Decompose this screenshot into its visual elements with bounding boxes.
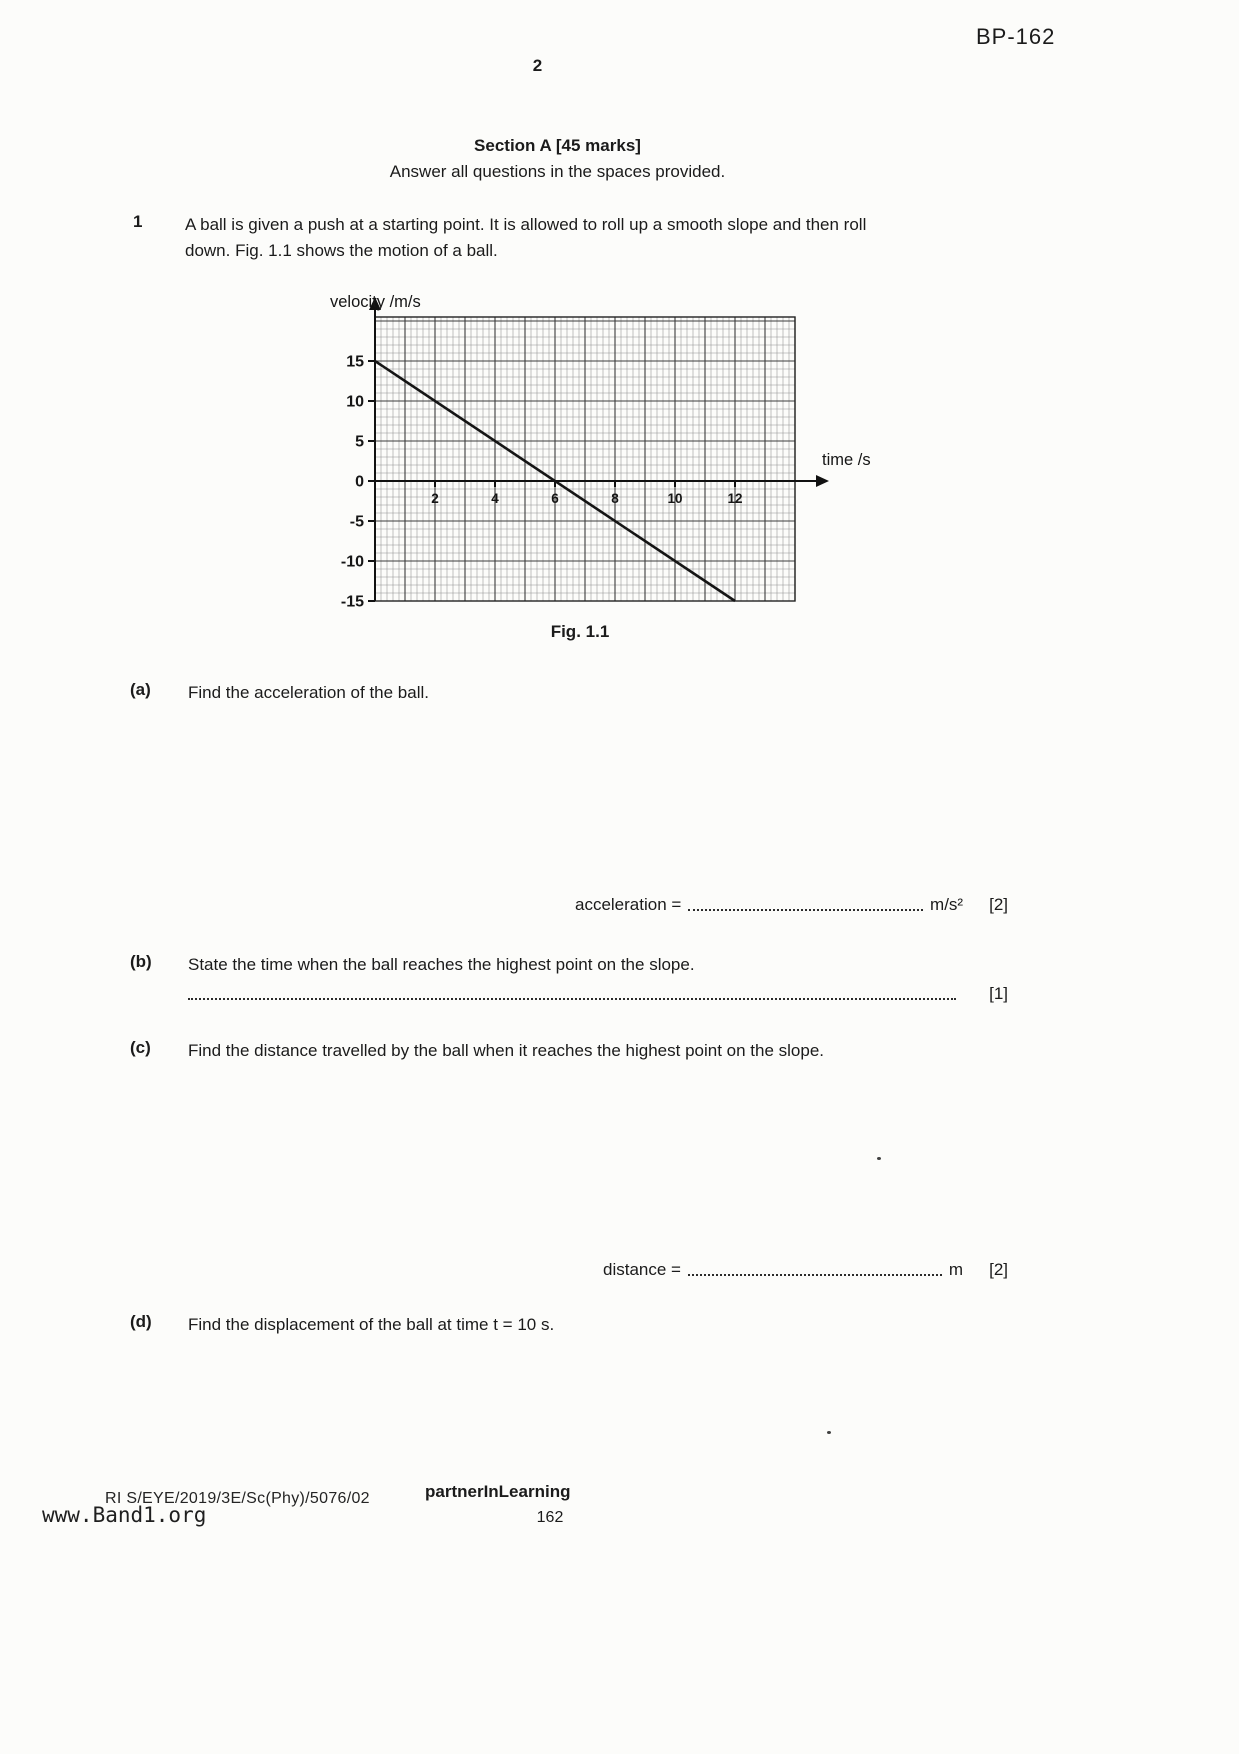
scan-artifact-dot [877, 1157, 881, 1160]
page-number: 2 [532, 56, 543, 75]
section-title: Section A [45 marks] [474, 136, 641, 155]
svg-text:4: 4 [491, 491, 499, 506]
part-c-answer-prefix: distance = [603, 1260, 681, 1279]
svg-text:-10: -10 [340, 553, 364, 571]
svg-text:6: 6 [551, 491, 559, 506]
footer-website: www.Band1.org [42, 1503, 207, 1527]
svg-text:10: 10 [346, 393, 364, 411]
part-a-answer-blank [688, 909, 923, 911]
svg-text:12: 12 [727, 491, 743, 506]
svg-text:5: 5 [355, 433, 364, 451]
question-intro-line-2: down. Fig. 1.1 shows the motion of a ball. [185, 241, 498, 261]
part-c-answer-line [603, 1260, 1008, 1280]
part-c-label: (c) [130, 1038, 151, 1057]
part-d-text: Find the displacement of the ball at time t = 10 s. [188, 1315, 555, 1334]
part-b-label: (b) [130, 952, 152, 971]
part-b-marks: [1] [989, 984, 1008, 1003]
part-a-marks: [2] [989, 895, 1008, 914]
part-d-label: (d) [130, 1312, 152, 1331]
part-c-text: Find the distance travelled by the ball when it reaches the highest point on the slope. [188, 1041, 825, 1060]
svg-text:0: 0 [355, 473, 364, 491]
part-b-text: State the time when the ball reaches the highest point on the slope. [188, 955, 695, 974]
svg-text:-5: -5 [349, 513, 364, 531]
part-c-marks: [2] [989, 1260, 1008, 1279]
footer-partner-text: partnerInLearning [425, 1482, 571, 1501]
part-a-answer-unit: m/s² [930, 895, 964, 914]
velocity-time-graph [330, 293, 890, 628]
svg-text:8: 8 [611, 491, 619, 506]
part-a-answer-line [575, 895, 1008, 915]
footer-page-number: 162 [536, 1509, 564, 1526]
part-b-answer-line [188, 984, 1008, 1004]
svg-text:-15: -15 [340, 593, 364, 611]
figure-caption: Fig. 1.1 [550, 622, 610, 641]
question-intro-line-1: A ball is given a push at a starting point. It is allowed to roll up a smooth slope and then roll [185, 215, 867, 234]
part-c-answer-blank [688, 1274, 942, 1276]
velocity-time-graph-svg [330, 293, 890, 628]
part-c-answer-unit: m [948, 1260, 964, 1279]
svg-text:15: 15 [346, 353, 364, 371]
part-a-text: Find the acceleration of the ball. [188, 683, 429, 702]
svg-text:10: 10 [667, 491, 683, 506]
svg-text:velocity /m/s: velocity /m/s [330, 293, 421, 311]
doc-code: BP-162 [976, 24, 1056, 49]
footer-reference: RI S/EYE/2019/3E/Sc(Phy)/5076/02 [105, 1490, 370, 1507]
svg-text:2: 2 [431, 491, 439, 506]
part-b-answer-blank [188, 998, 956, 1000]
scan-artifact-dot [827, 1431, 831, 1434]
part-a-label: (a) [130, 680, 151, 699]
question-intro [185, 212, 985, 265]
section-instruction: Answer all questions in the spaces provided. [389, 162, 726, 181]
part-a-answer-prefix: acceleration = [575, 895, 682, 914]
question-number: 1 [133, 212, 143, 231]
svg-text:time /s: time /s [822, 451, 871, 469]
